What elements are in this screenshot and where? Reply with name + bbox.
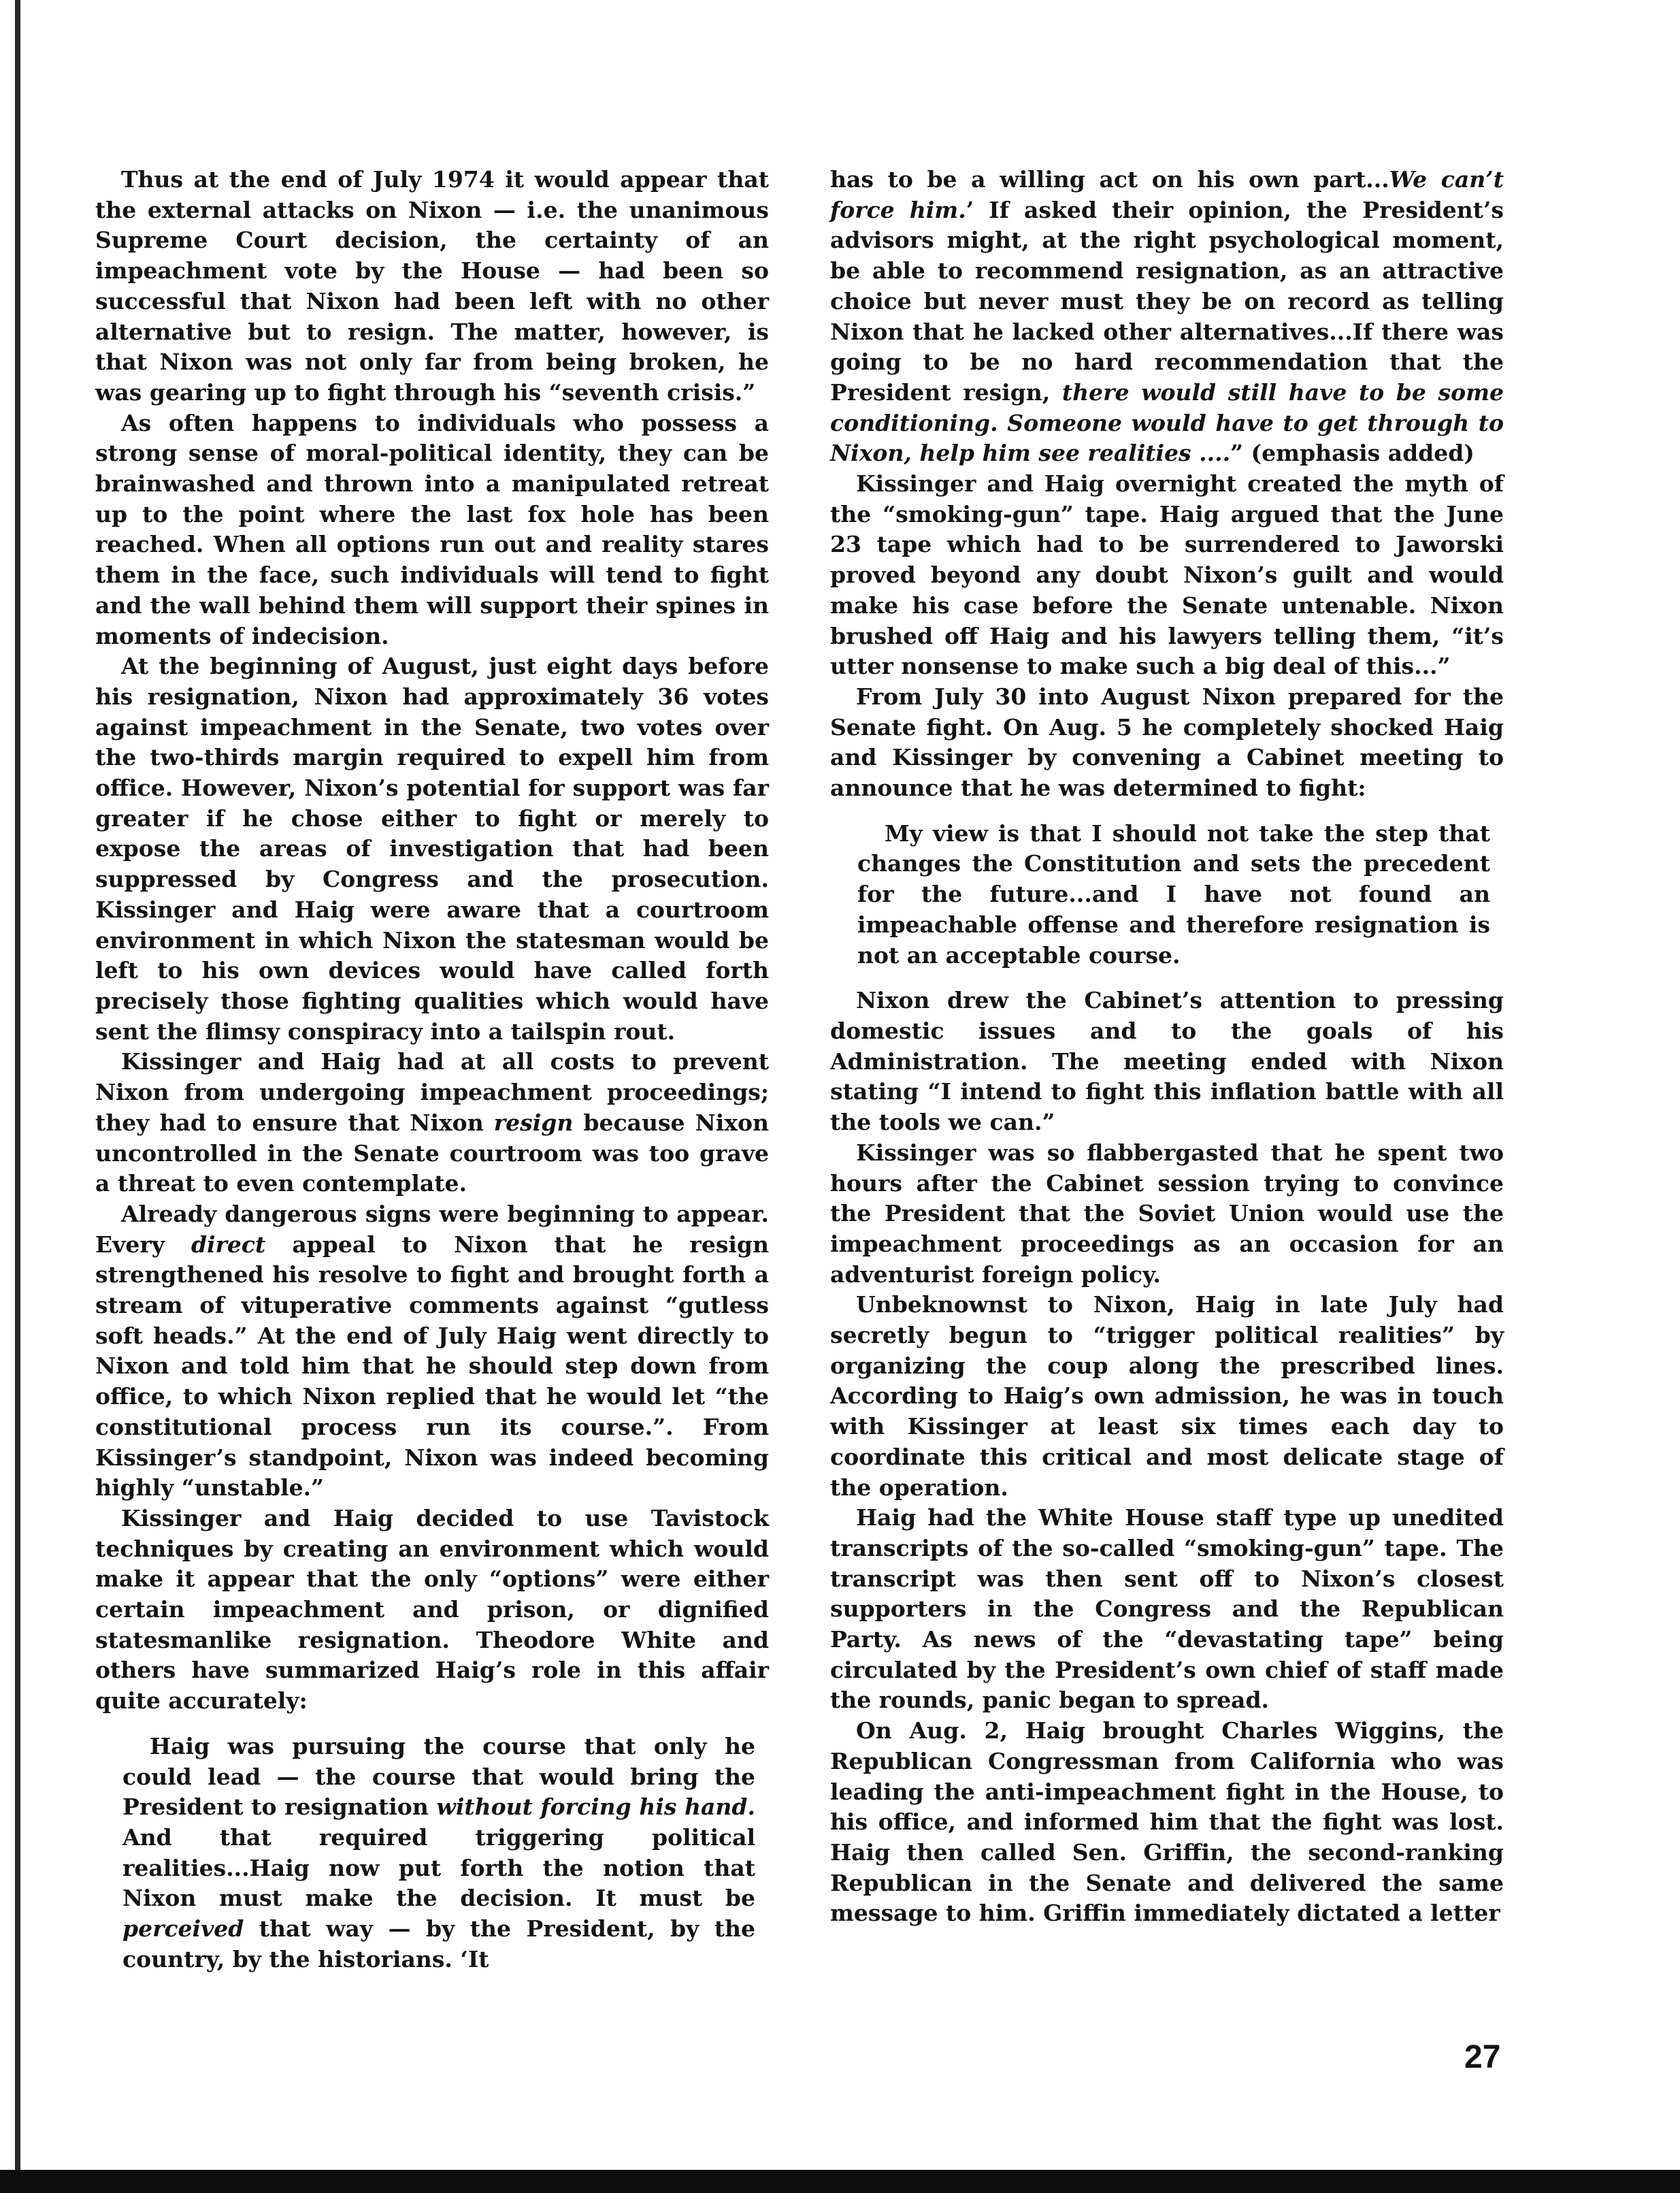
paragraph: Unbeknownst to Nixon, Haig in late July had secretly begun to “trigger political realities” by organizing the coup along the prescribed lines. According to Haig’s own admission, he was in touch with Kissinger at least six times each day to coordinate this critical and most delicate stage of the operation. xyxy=(830,1291,1504,1501)
paragraph: Kissinger and Haig had at all costs to prevent Nixon from undergoing impeachment proceedings; they had to ensure that Nixon resign because Nixon uncontrolled in the Senate courtroom was too grave a threat to even contemplate. xyxy=(95,1048,769,1197)
page-number: 27 xyxy=(1464,2039,1501,2075)
scan-bottom-edge xyxy=(0,2170,1680,2193)
paragraph: On Aug. 2, Haig brought Charles Wiggins, the Republican Congressman from California who was leading the anti-impeachment fight in the House, to his office, and informed him that the fight was lost. Haig then called Sen. Griffin, the second-ranking Republican in the Senate and delivered the same message to him. Griffin immediately dictated a letter xyxy=(830,1717,1504,1927)
emphasis: direct xyxy=(191,1231,266,1258)
block-quote: My view is that I should not take the step that changes the Constitution and sets the precedent for the future...and I have not found an impeachable offense and therefore resignation is not an acceptable course. xyxy=(857,819,1490,969)
paragraph: At the beginning of August, just eight days before his resignation, Nixon had approximately 36 votes against impeachment in the Senate, two votes over the two-thirds margin required to expell him from office. However, Nixon’s potential for support was far greater if he chose either to fight or merely to expose the areas of investigation that had been suppressed by Congress and the prosecution. Kissinger and Haig were aware that a courtroom environment in which Nixon the statesman would be left to his own devices would have called forth precisely those fighting qualities which would have sent the flimsy conspiracy into a tailspin rout. xyxy=(95,653,769,1045)
paragraph: From July 30 into August Nixon prepared for the Senate fight. On Aug. 5 he completely shocked Haig and Kissinger by convening a Cabinet meeting to announce that he was determined to fight: xyxy=(830,683,1504,802)
block-quote-continuation: has to be a willing act on his own part...We can’t force him.’ If asked their opinion, the President’s advisors might, at the right psychological moment, be able to recommend resignation, as an attractive choice but never must they be on record as telling Nixon that he lacked other alternatives...If there was going to be no hard recommendation that the President resign, there would still have to be some conditioning. Someone would have to get through to Nixon, help him see realities ....” (emphasis added) xyxy=(830,166,1504,467)
paragraph: Nixon drew the Cabinet’s attention to pressing domestic issues and to the goals of his Administration. The meeting ended with Nixon stating “I intend to fight this inflation battle with all the tools we can.” xyxy=(830,987,1504,1136)
right-column xyxy=(830,165,1504,1929)
paragraph: Kissinger and Haig overnight created the myth of the “smoking-gun” tape. Haig argued that the June 23 tape which had to be surrendered to Jaworski proved beyond any doubt Nixon’s guilt and would make his case before the Senate untenable. Nixon brushed off Haig and his lawyers telling them, “it’s utter nonsense to make such a big deal of this...” xyxy=(830,470,1504,680)
paragraph: As often happens to individuals who possess a strong sense of moral-political identity, they can be brainwashed and thrown into a manipulated retreat up to the point where the last fox hole has been reached. When all options run out and reality stares them in the face, such individuals will tend to fight and the wall behind them will support their spines in moments of indecision. xyxy=(95,409,769,649)
paragraph: Kissinger and Haig decided to use Tavistock techniques by creating an environment which would make it appear that the only “options” were either certain impeachment and prison, or dignified statesmanlike resignation. Theodore White and others have summarized Haig’s role in this affair quite accurately: xyxy=(95,1504,769,1715)
page-edge-rule xyxy=(15,0,20,2193)
emphasis: resign xyxy=(493,1109,574,1136)
left-column xyxy=(95,165,769,1989)
paragraph: Already dangerous signs were beginning to appear. Every direct appeal to Nixon that he resign strengthened his resolve to fight and brought forth a stream of vituperative comments against “gutless soft heads.” At the end of July Haig went directly to Nixon and told him that he should step down from office, to which Nixon replied that he would let “the constitutional process run its course.”. From Kissinger’s standpoint, Nixon was indeed becoming highly “unstable.” xyxy=(95,1200,769,1501)
block-quote: Haig was pursuing the course that only he could lead — the course that would bring the President to resignation without forcing his hand. And that required triggering political realities...Haig now put forth the notion that Nixon must make the decision. It must be perceived that way — by the President, by the country, by the historians. ‘It xyxy=(122,1732,755,1972)
paragraph: Kissinger was so flabbergasted that he spent two hours after the Cabinet session trying to convince the President that the Soviet Union would use the impeachment proceedings as an occasion for an adventurist foreign policy. xyxy=(830,1139,1504,1288)
paragraph: Thus at the end of July 1974 it would appear that the external attacks on Nixon — i.e. the unanimous Supreme Court decision, the certainty of an impeachment vote by the House — had been so successful that Nixon had been left with no other alternative but to resign. The matter, however, is that Nixon was not only far from being broken, he was gearing up to fight through his “seventh crisis.” xyxy=(95,166,769,406)
paragraph: Haig had the White House staff type up unedited transcripts of the so-called “smoking-gun” tape. The transcript was then sent off to Nixon’s closest supporters in the Congress and the Republican Party. As news of the “devastating tape” being circulated by the President’s own chief of staff made the rounds, panic began to spread. xyxy=(830,1504,1504,1714)
